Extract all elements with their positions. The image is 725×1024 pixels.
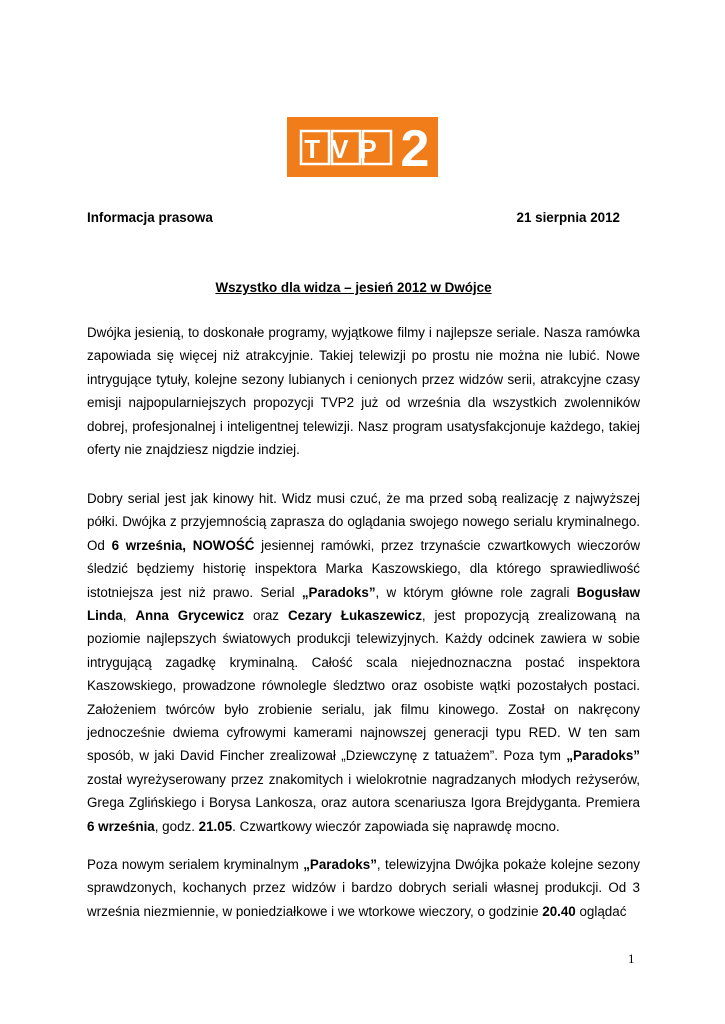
- release-date: 21 sierpnia 2012: [516, 210, 620, 225]
- text-run: , telewizyjna Dwójka pokaże kolejne sezony sprawdzonych, kochanych przez widzów i bardzo dobrych seriali własnej produkcji. Od 3 września niezmiennie, w poniedziałkowe i we wtorkowe wieczory, o godzinie: [87, 857, 640, 919]
- bold-text-run: Anna Grycewicz: [135, 608, 245, 624]
- text-run: Poza nowym serialem kryminalnym: [87, 857, 304, 872]
- bold-text-run: „Paradoks”: [303, 857, 377, 872]
- press-release-label: Informacja prasowa: [87, 210, 213, 225]
- text-run: jesiennej ramówki, przez trzynaście czwartkowych wieczorów śledzić będziemy historię inspektora Marka Kaszowskiego, dla którego sprawiedliwość istotniejsza jest niż prawo. Serial: [87, 537, 640, 600]
- bold-text-run: 21.05: [198, 818, 233, 834]
- text-run: ,: [122, 608, 136, 624]
- page-number: 1: [628, 951, 635, 966]
- bold-text-run: 6 września, NOWOŚĆ: [111, 537, 255, 553]
- bold-text-run: Bogusław Linda: [87, 584, 641, 624]
- bold-text-run: Cezary Łukaszewicz: [287, 608, 422, 624]
- document-title: Wszystko dla widza – jesień 2012 w Dwójce: [215, 280, 492, 295]
- bold-text-run: 20.40: [542, 903, 576, 919]
- text-run: , w którym główne role zagrali: [375, 584, 577, 600]
- bold-text-run: „Paradoks”: [566, 748, 640, 764]
- bold-text-run: „Paradoks”: [301, 584, 376, 600]
- paragraph-3: [87, 853, 640, 923]
- text-run: oraz: [244, 608, 288, 624]
- text-run: Dwójka jesienią, to doskonałe programy, wyjątkowe filmy i najlepsze seriale. Nasza ramówka zapowiada się więcej niż atrakcyjnie. Takiej telewizji po prostu nie można nie lubić. Nowe intrygujące tytuły, kolejne sezony lubianych i cenionych przez widzów serii, atrakcyjne czasy emisji najpopularniejszych propozycji TVP2 już od września dla wszystkich zwolenników dobrej, profesjonalnej i inteligentnej telewizji. Nasz program usatysfakcjonuje każdego, takiej oferty nie znajdziesz nigdzie indziej.: [87, 325, 640, 458]
- bold-text-run: 6 września: [87, 818, 155, 834]
- paragraph-1: [87, 321, 640, 461]
- text-run: . Czwartkowy wieczór zapowiada się naprawdę mocno.: [232, 818, 560, 834]
- text-run: oglądać: [575, 903, 627, 919]
- text-run: został wyreżyserowany przez znakomitych i wielokrotnie nagradzanych młodych reżyserów, Grega Zglińskiego i Borysa Lankosza, oraz autora scenariusza Igora Brejdyganta. Premiera: [87, 771, 640, 811]
- text-run: Dobry serial jest jak kinowy hit. Widz musi czuć, że ma przed sobą realizację z najwyższej półki. Dwójka z przyjemnością zaprasza do oglądania swojego nowego serialu kryminalnego. Od: [87, 491, 640, 553]
- logo-letters: TVP: [304, 134, 388, 164]
- logo-number: 2: [400, 120, 430, 177]
- tvp2-logo: [287, 117, 438, 177]
- paragraph-2: [87, 487, 640, 838]
- text-run: , jest propozycją zrealizowaną na poziomie najlepszych światowych produkcji telewizyjnych. Każdy odcinek zawiera w sobie intrygującą zagadkę kryminalną. Całość scala niejednoznaczna postać inspektora Kaszowskiego, prowadzone równolegle śledztwo oraz osobiste wątki pozostałych postaci. Założeniem twórców było zrobienie serialu, jak filmu kinowego. Został on nakręcony jednocześnie dwiema cyfrowymi kamerami najnowszej generacji typu RED. W ten sam sposób, w jaki David Fincher zrealizował „Dziewczynę z tatuażem”. Poza tym: [87, 608, 640, 764]
- text-run: , godz.: [154, 818, 199, 834]
